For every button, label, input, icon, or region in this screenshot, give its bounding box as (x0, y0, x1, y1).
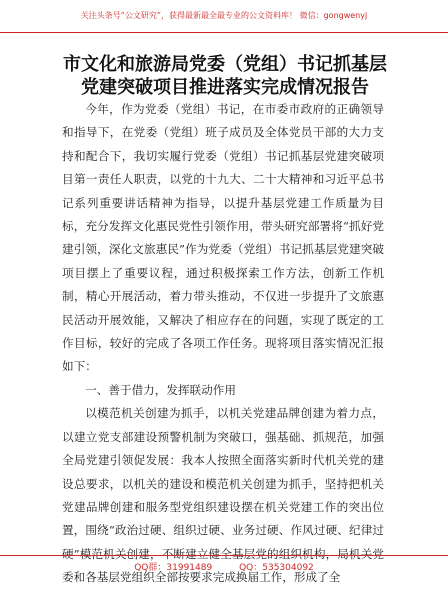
qq-group-label: QQ群：31991489 (134, 563, 213, 573)
paragraph-2: 以模范机关创建为抓手，以机关党建品牌创建为着力点，以建立党支部建设预警机制为突破口，强基础、抓规范，加强全局党建引领促发展：我本人按照全面落实新时代机关党的建设总要求，以机关的建设和模范机关创建为抓手，坚持把机关党建品牌创建和服务型党组织建设摆在机关党建工作的突出位置，围绕“政治过硬、组织过硬、业务过硬、作风过硬、纪律过硬”模范机关创建，不断建立健全基层党的组织机构，局机关党委和各基层党组织全部按要求完成换届工作，形成了全 (62, 406, 384, 585)
document-title: 市文化和旅游局党委（党组）书记抓基层党建突破项目推进落实完成情况报告 (63, 54, 387, 98)
bottom-banner-text (0, 560, 448, 573)
top-banner-text: 关注头条号“公文研究”，获得最新最全最专业的公文资料库！ 微信：gongwenyj (80, 11, 368, 20)
paragraph-1: 今年，作为党委（党组）书记，在市委市政府的正确领导和指导下，在党委（党组）班子成员及全体党员干部的大力支持和配合下，我切实履行党委（党组）书记抓基层党建突破项目第一责任人职责，以党的十九大、二十大精神和习近平总书记系列重要讲话精神为指导，以提升基层党建工作质量为目标，充分发挥文化惠民党性引领作用，带头研究部署将“抓好党建引领，深化文旅惠民”作为党委（党组）书记抓基层党建突破项目摆上了重要议程，通过积极探索工作方法，创新工作机制，精心开展活动，着力带头推动，不仅进一步提升了文旅惠民活动开展效能，又解决了相应存在的问题，实现了既定的工作目标，较好的完成了各项工作任务。现将项目落实情况汇报如下： (62, 102, 384, 374)
top-banner (0, 0, 448, 33)
section-1-heading: 一、善于借力，发挥联动作用 (85, 382, 236, 397)
qq-label: QQ：535304092 (239, 563, 314, 573)
bottom-banner (0, 555, 448, 580)
document-body (62, 98, 384, 590)
